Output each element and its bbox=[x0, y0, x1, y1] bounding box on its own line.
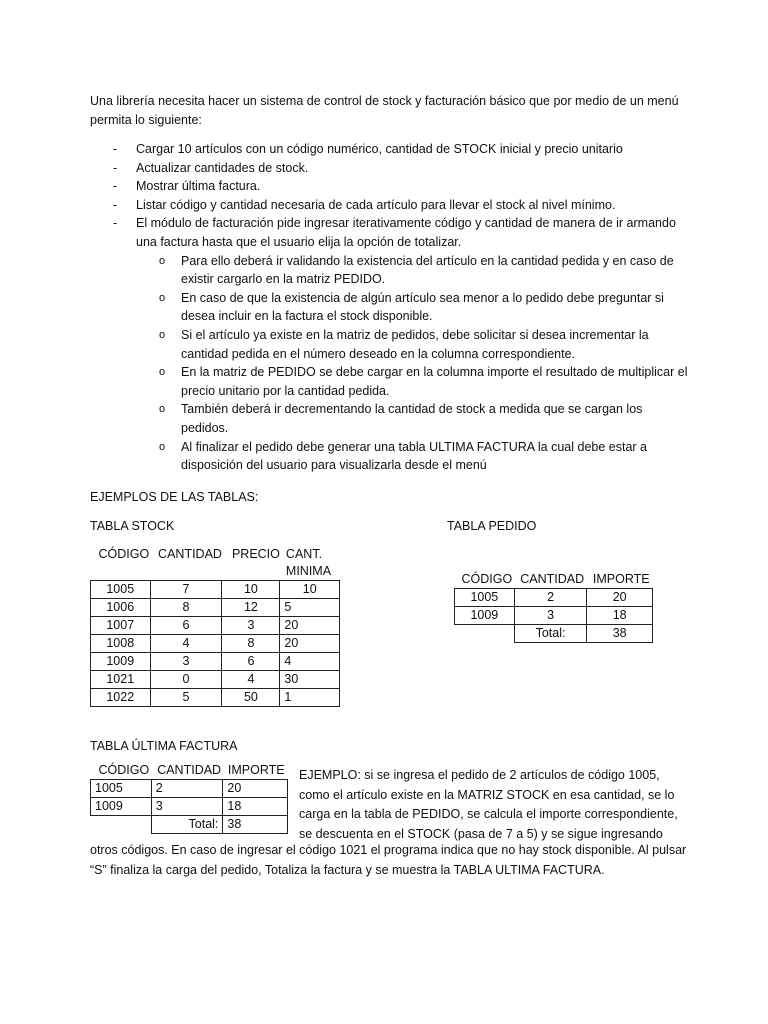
header-precio: PRECIO bbox=[231, 547, 280, 561]
table-header-row bbox=[455, 571, 653, 589]
list-item-text: Cargar 10 artículos con un código numérico, cantidad de STOCK inicial y precio unitario bbox=[136, 142, 623, 156]
example-paragraph-continued: otros códigos. En caso de ingresar el código 1021 el programa indica que no hay stock disponible. Al pulsar “S” finaliza la carga del pedido, Totaliza la factura y se muestra la TABLA ULTIMA FACTURA. bbox=[90, 843, 687, 877]
cell-cantidad: 3 bbox=[514, 607, 587, 625]
header-cantidad: CANTIDAD bbox=[158, 547, 222, 561]
sub-list-item-text: Al finalizar el pedido debe generar una tabla ULTIMA FACTURA la cual debe estar a disposición del usuario para visualizarla desde el menú bbox=[181, 439, 648, 473]
sub-list-item-text: Si el artículo ya existe en la matriz de pedidos, debe solicitar si desea incrementar la cantidad pedida en el número deseado en la columna correspondiente. bbox=[181, 327, 649, 361]
sub-list-item bbox=[136, 438, 690, 475]
cell-codigo: 1005 bbox=[455, 589, 515, 607]
cell-cantidad: 3 bbox=[151, 798, 223, 816]
header-cant-minima bbox=[280, 546, 340, 581]
stock-table-title: TABLA STOCK bbox=[90, 519, 175, 533]
dash-bullet: - bbox=[113, 160, 118, 175]
header-cantidad: CANTIDAD bbox=[157, 763, 222, 777]
circle-bullet: o bbox=[159, 440, 166, 453]
dash-bullet: - bbox=[113, 216, 118, 231]
empty-cell bbox=[91, 816, 152, 834]
table-row bbox=[91, 689, 340, 707]
intro-paragraph: Una librería necesita hacer un sistema de control de stock y facturación básico que por medio de un menú permita lo siguiente: bbox=[90, 94, 679, 127]
cell-cantidad: 2 bbox=[514, 589, 587, 607]
cell-cantidad: 7 bbox=[150, 581, 222, 599]
cell-precio: 6 bbox=[222, 653, 280, 671]
cell-cantidad: 3 bbox=[150, 653, 222, 671]
header-importe: IMPORTE bbox=[227, 763, 285, 777]
circle-bullet: o bbox=[159, 328, 166, 341]
cell-importe: 18 bbox=[223, 798, 288, 816]
cell-codigo: 1022 bbox=[91, 689, 151, 707]
cell-cantidad: 4 bbox=[150, 635, 222, 653]
table-row bbox=[91, 780, 288, 798]
sub-list-item-text: También deberá ir decrementando la cantidad de stock a medida que se cargan los pedidos. bbox=[181, 402, 643, 435]
cell-minima: 4 bbox=[280, 653, 340, 671]
table-row bbox=[455, 589, 653, 607]
cell-precio: 8 bbox=[222, 635, 280, 653]
sub-list-item-text: Para ello deberá ir validando la existencia del artículo en la cantidad pedida y en caso de existir cargarlo en la matriz PEDIDO. bbox=[181, 253, 674, 287]
cell-precio: 4 bbox=[222, 671, 280, 689]
empty-cell bbox=[455, 625, 515, 643]
table-total-row bbox=[91, 816, 288, 834]
list-item bbox=[90, 140, 690, 159]
table-row bbox=[91, 581, 340, 599]
list-item-text: El módulo de facturación pide ingresar iterativamente código y cantidad de manera de ir armando una factura hasta que el usuario elija la opción de totalizar. bbox=[136, 216, 676, 249]
cell-codigo: 1005 bbox=[91, 780, 152, 798]
cell-minima: 5 bbox=[280, 599, 340, 617]
cell-precio: 50 bbox=[222, 689, 280, 707]
total-label: Total: bbox=[514, 625, 587, 643]
table-row bbox=[91, 635, 340, 653]
cell-codigo: 1021 bbox=[91, 671, 151, 689]
sub-list-item bbox=[136, 252, 690, 289]
header-cant: CANT. bbox=[285, 547, 323, 561]
cell-cantidad: 0 bbox=[150, 671, 222, 689]
header-codigo: CÓDIGO bbox=[461, 572, 513, 586]
cell-cantidad: 5 bbox=[150, 689, 222, 707]
total-value: 38 bbox=[587, 625, 653, 643]
table-row bbox=[91, 671, 340, 689]
cell-precio: 10 bbox=[222, 581, 280, 599]
header-codigo: CÓDIGO bbox=[98, 763, 150, 777]
total-value: 38 bbox=[223, 816, 288, 834]
list-item bbox=[90, 159, 690, 178]
dash-bullet: - bbox=[113, 197, 118, 212]
cell-minima: 1 bbox=[280, 689, 340, 707]
sub-list-item bbox=[136, 400, 690, 437]
circle-bullet: o bbox=[159, 291, 166, 304]
list-item-text: Mostrar última factura. bbox=[136, 179, 261, 194]
sub-list-item-text: En caso de que la existencia de algún artículo sea menor a lo pedido debe preguntar si desea incluir en la factura el stock disponible. bbox=[181, 290, 664, 324]
circle-bullet: o bbox=[159, 366, 166, 379]
cell-minima: 30 bbox=[280, 671, 340, 689]
cell-codigo: 1008 bbox=[91, 635, 151, 653]
cell-importe: 18 bbox=[587, 607, 653, 625]
table-row bbox=[91, 653, 340, 671]
cell-codigo: 1009 bbox=[455, 607, 515, 625]
sub-list-item-text: En la matriz de PEDIDO se debe cargar en la columna importe el resultado de multiplicar el precio unitario por la cantidad pedida. bbox=[181, 365, 688, 398]
header-importe: IMPORTE bbox=[592, 572, 650, 586]
pedido-table bbox=[454, 571, 653, 643]
list-item bbox=[90, 214, 690, 474]
cell-minima: 10 bbox=[280, 581, 340, 599]
table-row bbox=[91, 798, 288, 816]
list-item bbox=[90, 177, 690, 196]
header-codigo: CÓDIGO bbox=[98, 547, 150, 561]
dash-bullet: - bbox=[113, 142, 118, 156]
cell-codigo: 1009 bbox=[91, 798, 152, 816]
table-row bbox=[91, 599, 340, 617]
cell-cantidad: 2 bbox=[151, 780, 223, 798]
pedido-table-title: TABLA PEDIDO bbox=[447, 519, 537, 533]
sub-list bbox=[136, 252, 690, 475]
examples-heading: EJEMPLOS DE LAS TABLAS: bbox=[90, 490, 259, 504]
sub-list-item bbox=[136, 363, 690, 400]
table-total-row bbox=[455, 625, 653, 643]
cell-precio: 12 bbox=[222, 599, 280, 617]
cell-minima: 20 bbox=[280, 635, 340, 653]
header-cantidad: CANTIDAD bbox=[520, 572, 585, 586]
example-paragraph: EJEMPLO: si se ingresa el pedido de 2 artículos de código 1005, como el artículo existe en la MATRIZ STOCK en esa cantidad, se lo carga en la tabla de PEDIDO, se calcula el importe correspondiente, se descuenta en el STOCK (pasa de 7 a 5) y se sigue ingresando bbox=[299, 768, 678, 841]
sub-list-item bbox=[136, 289, 690, 326]
cell-cantidad: 8 bbox=[150, 599, 222, 617]
list-item-text: Listar código y cantidad necesaria de cada artículo para llevar el stock al nivel mínimo. bbox=[136, 197, 616, 212]
table-header-row bbox=[91, 546, 340, 581]
stock-table bbox=[90, 546, 340, 707]
list-item bbox=[90, 196, 690, 215]
cell-importe: 20 bbox=[587, 589, 653, 607]
requirements-list bbox=[90, 140, 690, 475]
header-minima: MINIMA bbox=[285, 564, 332, 578]
table-header-row bbox=[91, 762, 288, 780]
table-row bbox=[91, 617, 340, 635]
dash-bullet: - bbox=[113, 179, 118, 194]
cell-cantidad: 6 bbox=[150, 617, 222, 635]
circle-bullet: o bbox=[159, 403, 166, 416]
factura-table-title: TABLA ÚLTIMA FACTURA bbox=[90, 739, 238, 753]
table-row bbox=[455, 607, 653, 625]
cell-precio: 3 bbox=[222, 617, 280, 635]
total-label: Total: bbox=[151, 816, 223, 834]
cell-importe: 20 bbox=[223, 780, 288, 798]
sub-list-item bbox=[136, 326, 690, 363]
cell-codigo: 1009 bbox=[91, 653, 151, 671]
factura-table bbox=[90, 762, 288, 834]
list-item-text: Actualizar cantidades de stock. bbox=[136, 160, 309, 175]
cell-minima: 20 bbox=[280, 617, 340, 635]
cell-codigo: 1007 bbox=[91, 617, 151, 635]
cell-codigo: 1005 bbox=[91, 581, 151, 599]
cell-codigo: 1006 bbox=[91, 599, 151, 617]
circle-bullet: o bbox=[159, 254, 166, 267]
